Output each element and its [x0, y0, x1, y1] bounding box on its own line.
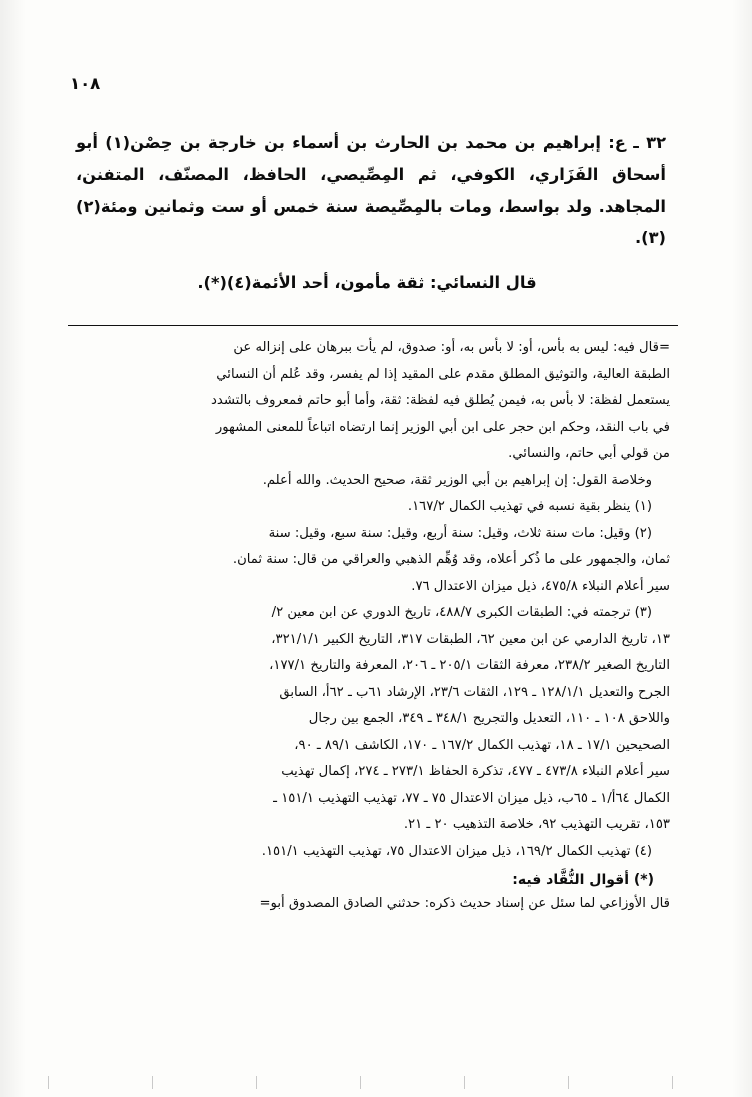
page-edge-marks [0, 1065, 752, 1091]
biography-line-3: المصنّف، المتفنن، المجاهد. ولد بواسط، ومات بالمِصِّيصة سنة خمس [76, 164, 667, 216]
footnote-summary: وخلاصة القول: إن إبراهيم بن أبي الوزير ثقة، صحيح الحديث. والله أعلم. [262, 472, 652, 488]
footnote-2-line-1: (٢) وقيل: مات سنة ثلاث، وقيل: سنة أربع، وقيل: سنة سبع، وقيل: سنة [268, 525, 652, 541]
biography-line-2: حِصْن(١) أبو أسحاق الفَزَاري، الكوفي، ثم المِصِّيصي، الحافظ، [76, 133, 666, 184]
biography-paragraph [76, 127, 666, 254]
footnote-continued-line-5: من قولي أبي حاتم، والنسائي. [508, 446, 670, 462]
footnote-continued-line-2: الطبقة العالية، والتوثيق المطلق مقدم على المقيد إذا لم يفسر، وقد عُلم أن النسائي [216, 366, 670, 382]
footnote-2-line-2: ثمان، والجمهور على ما ذُكر أعلاه، وقد وُهِّم الذهبي والعراقي من قال: سنة ثمان. [232, 552, 670, 568]
page-number: ١٠٨ [70, 74, 101, 93]
footnote-3-line-8: الكمال ٦٤أ/١ ـ ٦٥ب، ذيل ميزان الاعتدال ٧٥ ـ ٧٧، تهذيب التهذيب ١٥١/١ ـ [273, 790, 670, 806]
verdict-paragraph: قال النسائي: ثقة مأمون، أحد الأئمة(٤)(*). [197, 273, 537, 293]
footnote-4-line-1: (٤) تهذيب الكمال ١٦٩/٢، ذيل ميزان الاعتدال ٧٥، تهذيب التهذيب ١٥١/١. [261, 843, 652, 859]
footnote-3-line-1: (٣) ترجمته في: الطبقات الكبرى ٤٨٨/٧، تاريخ الدوري عن ابن معين ٢/ [271, 605, 652, 621]
footnote-1-line-1: (١) ينظر بقية نسبه في تهذيب الكمال ١٦٧/٢. [407, 499, 652, 515]
footnote-3-line-7: سير أعلام النبلاء ٤٧٣/٨ ـ ٤٧٧، تذكرة الحفاظ ٢٧٣/١ ـ ٢٧٤، إكمال تهذيب [281, 764, 670, 780]
footnotes-section [70, 336, 680, 916]
biography-line-1: ٣٢ ـ ع: إبراهيم بن محمد بن الحارث بن أسماء بن خارجة بن [179, 133, 667, 152]
page-content [70, 60, 680, 1057]
biography-line-4: أو ست وثمانين ومئة(٢)(٣). [76, 196, 666, 248]
footnote-3-line-6: الصحيحين ١٧/١ ـ ١٨، تهذيب الكمال ١٦٧/٢ ـ ١٧٠، الكاشف ٨٩/١ ـ ٩٠، [294, 737, 670, 753]
main-body [70, 127, 680, 299]
footnote-continued-line-1: =قال فيه: ليس به بأس، أو: لا بأس به، أو: صدوق، لم يأت ببرهان على إنزاله عن [233, 340, 670, 356]
footnote-3-line-3: التاريخ الصغير ٢٣٨/٢، معرفة الثقات ٢٠٥/١ ـ ٢٠٦، المعرفة والتاريخ ١٧٧/١، [269, 658, 670, 674]
footnote-divider [68, 325, 678, 326]
critics-heading: (*) أقوال النُّقَّاد فيه: [512, 872, 654, 889]
footnote-continued-line-4: في باب النقد، وحكم ابن حجر على ابن أبي الوزير إنما ارتضاه اتباعاً للمعنى المشهور [215, 419, 670, 435]
critics-first-line: قال الأوزاعي لما سئل عن إسناد حديث ذكره: حدثني الصادق المصدوق أبو= [259, 896, 670, 912]
footnote-2-line-3: سير أعلام النبلاء ٤٧٥/٨، ذيل ميزان الاعتدال ٧٦. [411, 578, 670, 594]
footnote-3-line-4: الجرح والتعديل ١٢٨/١/١ ـ ١٢٩، الثقات ٢٣/٦، الإرشاد ٦١ب ـ ٦٢أ، السابق [279, 684, 670, 700]
footnote-continued-line-3: يستعمل لفظة: لا بأس به، فيمن يُطلق فيه لفظة: ثقة، وأما أبو حاتم فمعروف بالتشدد [211, 393, 670, 409]
footnote-3-line-9: ١٥٣، تقريب التهذيب ٩٢، خلاصة التذهيب ٢٠ ـ ٢١. [403, 817, 670, 833]
footnote-3-line-2: ١٣، تاريخ الدارمي عن ابن معين ٦٢، الطبقات ٣١٧، التاريخ الكبير ٣٢١/١/١، [271, 631, 670, 647]
footnote-3-line-5: واللاحق ١٠٨ ـ ١١٠، التعديل والتجريح ٣٤٨/١ ـ ٣٤٩، الجمع بين رجال [308, 711, 670, 727]
